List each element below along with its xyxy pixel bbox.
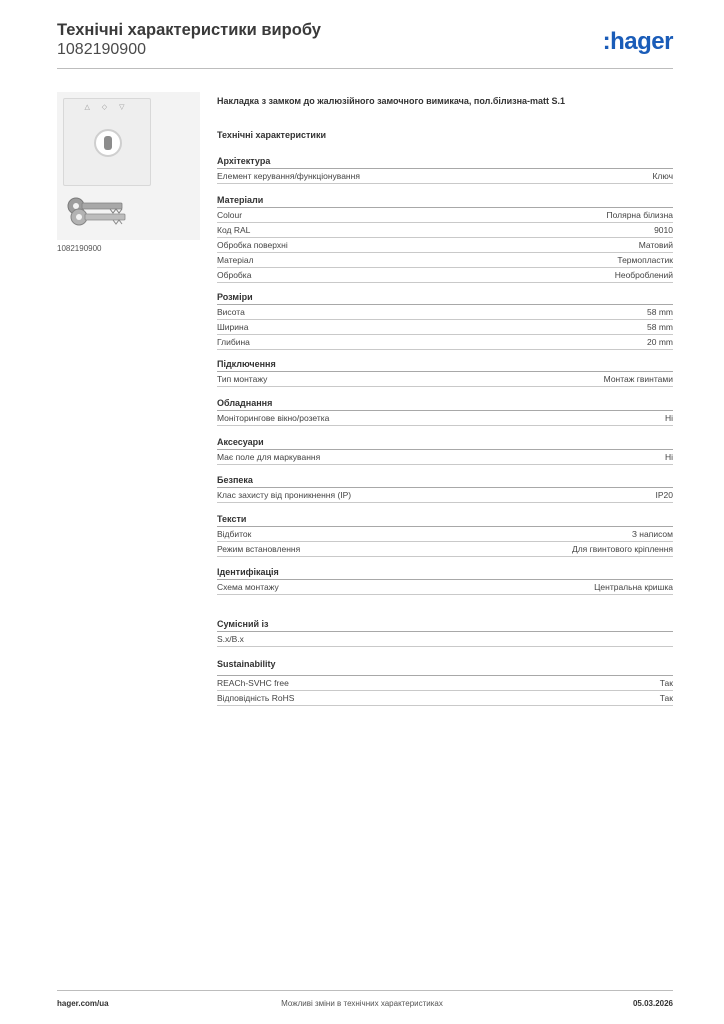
spec-row bbox=[217, 411, 673, 426]
spec-row bbox=[217, 169, 673, 184]
section-title: Сумісний із bbox=[217, 618, 673, 632]
spec-label: Елемент керування/функціонування bbox=[217, 171, 360, 181]
spec-row bbox=[217, 320, 673, 335]
spec-row bbox=[217, 372, 673, 387]
spec-label: Код RAL bbox=[217, 225, 251, 235]
spec-value: Центральна кришка bbox=[594, 582, 673, 592]
product-title: Накладка з замком до жалюзійного замочного вимикача, пол.білизна-matt S.1 bbox=[217, 96, 566, 106]
section-safety bbox=[217, 474, 673, 503]
spec-row bbox=[217, 208, 673, 223]
product-image bbox=[57, 92, 200, 240]
spec-value: 58 mm bbox=[647, 322, 673, 332]
section-dimensions bbox=[217, 291, 673, 350]
section-materials bbox=[217, 194, 673, 283]
spec-label: Клас захисту від проникнення (IP) bbox=[217, 490, 352, 500]
spec-heading: Технічні характеристики bbox=[217, 130, 326, 140]
spec-value: Монтаж гвинтами bbox=[603, 374, 673, 384]
section-compatible bbox=[217, 618, 673, 647]
cover-plate bbox=[63, 98, 151, 186]
spec-value: IP20 bbox=[655, 490, 673, 500]
section-equipment bbox=[217, 397, 673, 426]
spec-row bbox=[217, 580, 673, 595]
section-title: Архітектура bbox=[217, 155, 673, 169]
spec-row bbox=[217, 632, 673, 647]
keys-icon bbox=[65, 192, 131, 235]
spec-row bbox=[217, 268, 673, 283]
header-divider bbox=[57, 68, 673, 69]
spec-value: Необроблений bbox=[614, 270, 673, 280]
spec-label: Глибина bbox=[217, 337, 250, 347]
spec-label: Висота bbox=[217, 307, 245, 317]
footer-divider bbox=[57, 990, 673, 991]
spec-row bbox=[217, 253, 673, 268]
section-identification bbox=[217, 566, 673, 595]
spec-value: Термопластик bbox=[617, 255, 673, 265]
spec-row bbox=[217, 335, 673, 350]
spec-value: З написом bbox=[631, 529, 673, 539]
spec-label: Ширина bbox=[217, 322, 249, 332]
spec-row bbox=[217, 527, 673, 542]
footer-website: hager.com/ua bbox=[57, 999, 109, 1008]
section-texts bbox=[217, 513, 673, 557]
spec-value: Ні bbox=[664, 452, 673, 462]
spec-label: Обробка поверхні bbox=[217, 240, 288, 250]
spec-row bbox=[217, 676, 673, 691]
spec-row bbox=[217, 223, 673, 238]
spec-value: Матовий bbox=[638, 240, 673, 250]
section-title: Матеріали bbox=[217, 194, 673, 208]
spec-value: Для гвинтового кріплення bbox=[571, 544, 673, 554]
spec-label: Colour bbox=[217, 210, 243, 220]
spec-label: REACh-SVHC free bbox=[217, 678, 289, 688]
lock-cylinder bbox=[94, 129, 122, 157]
page-title: Технічні характеристики виробу bbox=[57, 21, 321, 39]
section-accessories bbox=[217, 436, 673, 465]
section-title: Тексти bbox=[217, 513, 673, 527]
section-title: Ідентифікація bbox=[217, 566, 673, 580]
spec-label: Моніторингове вікно/розетка bbox=[217, 413, 330, 423]
spec-label: Має поле для маркування bbox=[217, 452, 321, 462]
section-title: Аксесуари bbox=[217, 436, 673, 450]
section-title: Розміри bbox=[217, 291, 673, 305]
logo-text: hager bbox=[610, 28, 673, 55]
spec-label: Відповідність RoHS bbox=[217, 693, 295, 703]
keyhole-icon bbox=[104, 136, 112, 150]
spec-row bbox=[217, 488, 673, 503]
spec-label: S.x/B.x bbox=[217, 634, 244, 644]
spec-value: 58 mm bbox=[647, 307, 673, 317]
spec-value: Полярна білизна bbox=[606, 210, 673, 220]
spec-value: Так bbox=[659, 678, 673, 688]
hager-logo: :hager bbox=[602, 28, 673, 55]
section-architecture bbox=[217, 155, 673, 184]
section-title: Безпека bbox=[217, 474, 673, 488]
spec-label: Матеріал bbox=[217, 255, 254, 265]
spec-label: Обробка bbox=[217, 270, 252, 280]
spec-row bbox=[217, 238, 673, 253]
spec-row bbox=[217, 450, 673, 465]
spec-row bbox=[217, 305, 673, 320]
section-title: Підключення bbox=[217, 358, 673, 372]
spec-label: Відбиток bbox=[217, 529, 252, 539]
spec-value: Ключ bbox=[652, 171, 673, 181]
image-caption: 1082190900 bbox=[57, 244, 102, 253]
direction-arrows-icon: △ ◇ ▽ bbox=[84, 104, 130, 111]
spec-label: Режим встановлення bbox=[217, 544, 301, 554]
spec-value: 20 mm bbox=[647, 337, 673, 347]
section-sustainability bbox=[217, 658, 673, 706]
product-code: 1082190900 bbox=[57, 41, 146, 58]
spec-value: Ні bbox=[664, 413, 673, 423]
footer-disclaimer: Можливі зміни в технічних характеристиках bbox=[281, 999, 443, 1008]
section-connection bbox=[217, 358, 673, 387]
section-title: Обладнання bbox=[217, 397, 673, 411]
spec-value: Так bbox=[659, 693, 673, 703]
page-header bbox=[57, 20, 673, 68]
spec-row bbox=[217, 691, 673, 706]
spec-label: Схема монтажу bbox=[217, 582, 279, 592]
footer-date: 05.03.2026 bbox=[632, 999, 673, 1008]
spec-value: 9010 bbox=[654, 225, 673, 235]
section-title: Sustainability bbox=[217, 659, 276, 669]
spec-label: Тип монтажу bbox=[217, 374, 268, 384]
spec-row bbox=[217, 542, 673, 557]
